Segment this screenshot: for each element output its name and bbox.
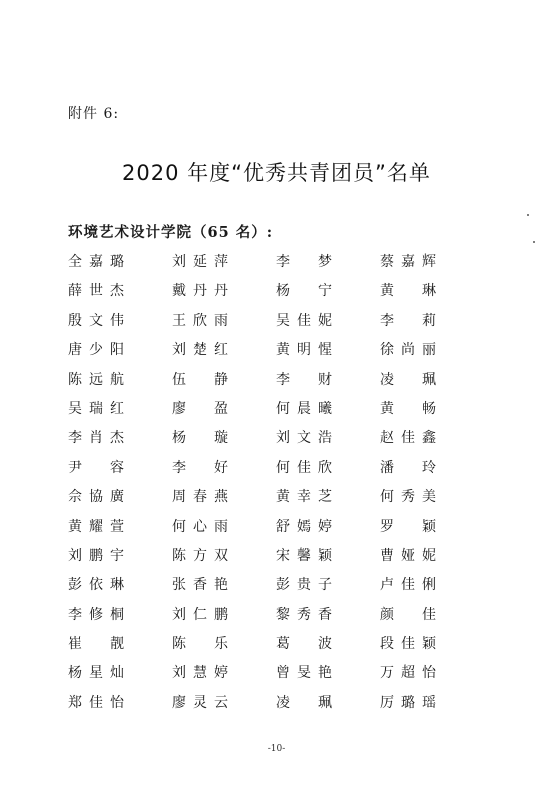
name-cell: 舒嫣婷	[276, 518, 332, 535]
name-row	[68, 663, 488, 692]
name-cell: 陈远航	[68, 371, 124, 388]
name-list	[68, 252, 488, 722]
name-cell: 李 梦	[276, 254, 332, 270]
name-cell: 黎秀香	[276, 606, 332, 623]
name-cell: 何秀美	[380, 489, 436, 506]
name-cell: 卢佳俐	[380, 577, 436, 594]
name-cell: 戴丹丹	[172, 283, 228, 300]
name-cell: 刘仁鹏	[172, 606, 228, 623]
name-cell: 李肖杰	[68, 430, 124, 447]
name-cell: 何心雨	[172, 518, 228, 535]
document-title: 2020 年度“优秀共青团员”名单	[122, 161, 431, 185]
name-cell: 黄 琳	[380, 283, 436, 300]
scan-speck	[533, 241, 535, 243]
name-cell: 李修桐	[68, 606, 124, 623]
name-cell: 罗 颖	[380, 518, 436, 535]
name-cell: 段佳颖	[380, 636, 436, 653]
name-cell: 黄幸芝	[276, 489, 332, 506]
scan-speck	[527, 214, 529, 216]
name-cell: 刘文浩	[276, 430, 332, 447]
name-cell: 曹娅妮	[380, 547, 436, 564]
name-row	[68, 634, 488, 663]
name-cell: 何佳欣	[276, 459, 332, 476]
name-row	[68, 458, 488, 487]
name-cell: 颜 佳	[380, 606, 436, 623]
name-row	[68, 487, 488, 516]
name-cell: 李 莉	[380, 312, 436, 329]
attachment-label: 附件 6:	[68, 106, 120, 122]
name-cell: 彭依琳	[68, 577, 124, 594]
name-cell: 蔡嘉辉	[380, 254, 436, 270]
name-cell: 陈方双	[172, 547, 228, 564]
name-cell: 薛世杰	[68, 283, 124, 300]
name-cell: 彭贵子	[276, 577, 332, 594]
name-row	[68, 546, 488, 575]
name-cell: 刘慧婷	[172, 665, 228, 682]
name-cell: 陈 乐	[172, 636, 228, 653]
name-cell: 刘鹏宇	[68, 547, 124, 564]
name-cell: 张香艳	[172, 577, 228, 594]
name-cell: 黄 畅	[380, 400, 436, 417]
name-cell: 刘延萍	[172, 254, 228, 270]
name-row	[68, 370, 488, 399]
name-cell: 葛 波	[276, 636, 332, 653]
name-row	[68, 281, 488, 310]
name-cell: 廖灵云	[172, 694, 228, 711]
name-row	[68, 340, 488, 369]
name-cell: 刘楚红	[172, 342, 228, 359]
name-cell: 李 财	[276, 371, 332, 388]
name-cell: 徐尚丽	[380, 342, 436, 359]
name-cell: 凌 珮	[276, 694, 332, 711]
name-cell: 万超怡	[380, 665, 436, 682]
name-cell: 郑佳怡	[68, 694, 124, 711]
name-cell: 殷文伟	[68, 312, 124, 329]
name-cell: 杨 璇	[172, 430, 228, 447]
name-cell: 王欣雨	[172, 312, 228, 329]
name-cell: 佘協廣	[68, 489, 124, 506]
name-cell: 厉璐瑶	[380, 694, 436, 711]
name-cell: 吴瑞红	[68, 400, 124, 417]
name-cell: 周春燕	[172, 489, 228, 506]
name-cell: 尹 容	[68, 459, 124, 476]
name-cell: 何晨曦	[276, 400, 332, 417]
page-number: -10-	[267, 744, 286, 754]
name-cell: 杨星灿	[68, 665, 124, 682]
name-row	[68, 517, 488, 546]
name-row	[68, 311, 488, 340]
name-cell: 崔 靓	[68, 636, 124, 653]
name-row	[68, 252, 488, 281]
name-row	[68, 575, 488, 604]
name-cell: 廖 盈	[172, 400, 228, 417]
name-cell: 伍 静	[172, 371, 228, 388]
name-cell: 李 好	[172, 459, 228, 476]
section-heading: 环境艺术设计学院（65 名）:	[68, 224, 274, 241]
name-cell: 赵佳鑫	[380, 430, 436, 447]
name-cell: 凌 珮	[380, 371, 436, 388]
name-cell: 曾旻艳	[276, 665, 332, 682]
name-cell: 黄耀萱	[68, 518, 124, 535]
name-cell: 唐少阳	[68, 342, 124, 359]
name-row	[68, 605, 488, 634]
name-row	[68, 428, 488, 457]
name-cell: 吴佳妮	[276, 312, 332, 329]
name-row	[68, 693, 488, 722]
name-cell: 潘 玲	[380, 459, 436, 476]
name-cell: 黄明惺	[276, 342, 332, 359]
name-row	[68, 399, 488, 428]
name-cell: 全嘉璐	[68, 254, 124, 270]
name-cell: 宋馨颖	[276, 547, 332, 564]
name-cell: 杨 宁	[276, 283, 332, 300]
